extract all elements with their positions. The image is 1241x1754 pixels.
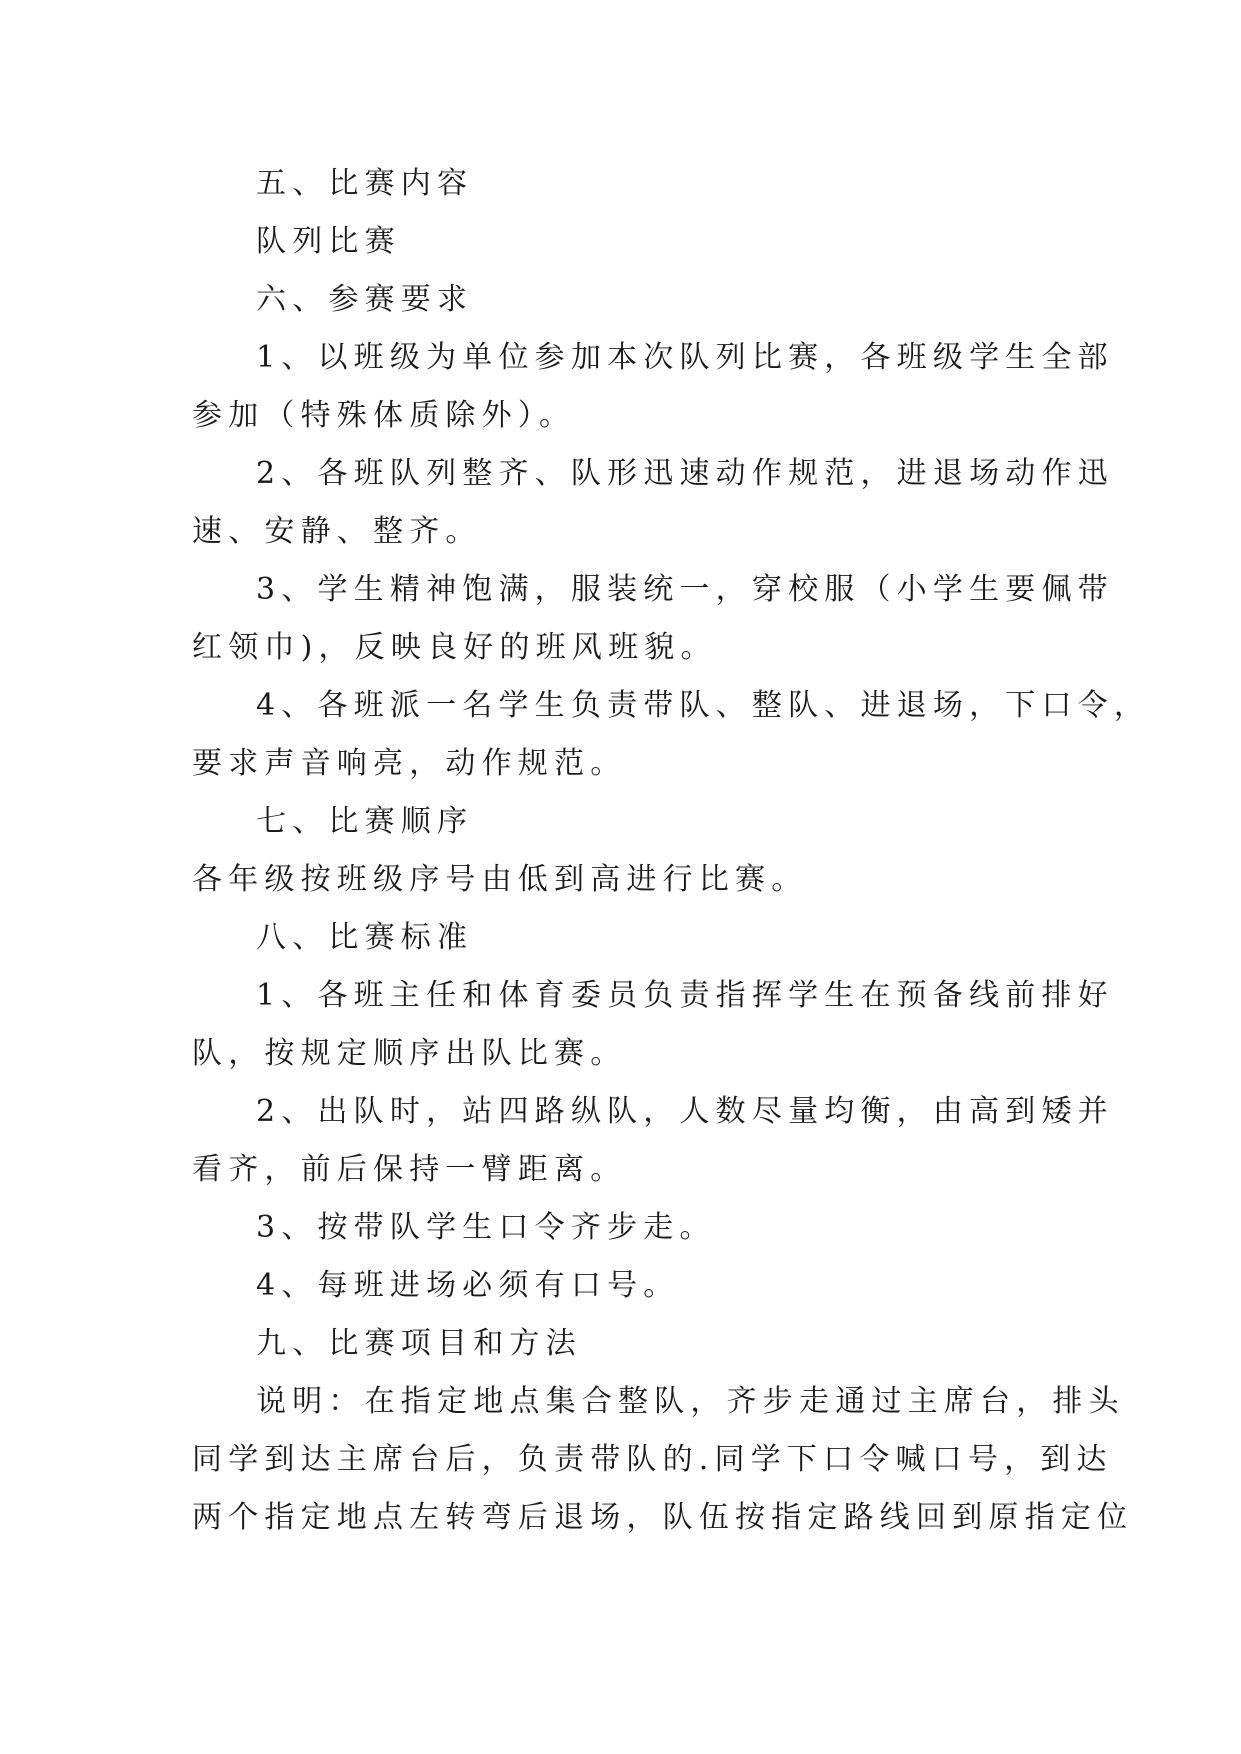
paragraph-line: 同学到达主席台后，负责带队的.同学下口令喊口号，到达 [192,1442,1113,1477]
paragraph-line: 4、各班派一名学生负责带队、整队、进退场，下口令， [256,688,1151,723]
paragraph-line: 2、各班队列整齐、队形迅速动作规范，进退场动作迅 [256,456,1114,491]
paragraph-line: 各年级按班级序号由低到高进行比赛。 [192,862,808,897]
paragraph-line: 队，按规定顺序出队比赛。 [192,1036,627,1071]
paragraph-line: 2、出队时，站四路纵队，人数尽量均衡，由高到矮并 [256,1094,1114,1129]
paragraph-line: 速、安静、整齐。 [192,514,482,549]
heading-competition-content: 五、比赛内容 [256,166,474,201]
paragraph-line: 两个指定地点左转弯后退场，队伍按指定路线回到原指定位 [192,1500,1134,1535]
paragraph-line: 参加（特殊体质除外）。 [192,398,576,433]
paragraph-line: 1、以班级为单位参加本次队列比赛，各班级学生全部 [256,340,1114,375]
paragraph-line: 4、每班进场必须有口号。 [256,1268,680,1303]
heading-participation-requirements: 六、参赛要求 [256,282,474,317]
paragraph-line: 3、学生精神饱满，服装统一，穿校服（小学生要佩带 [256,572,1114,607]
heading-competition-order: 七、比赛顺序 [256,804,474,839]
heading-competition-standards: 八、比赛标准 [256,920,474,955]
paragraph-line: 要求声音响亮，动作规范。 [192,746,627,781]
paragraph-line: 看齐，前后保持一臂距离。 [192,1152,627,1187]
paragraph-line: 3、按带队学生口令齐步走。 [256,1210,716,1245]
paragraph-line: 1、各班主任和体育委员负责指挥学生在预备线前排好 [256,978,1114,1013]
paragraph-line: 队列比赛 [256,224,401,259]
heading-events-and-methods: 九、比赛项目和方法 [256,1326,582,1361]
paragraph-line: 说明：在指定地点集合整队，齐步走通过主席台，排头 [256,1384,1125,1419]
paragraph-line: 红领巾)，反映良好的班风班貌。 [192,630,717,665]
